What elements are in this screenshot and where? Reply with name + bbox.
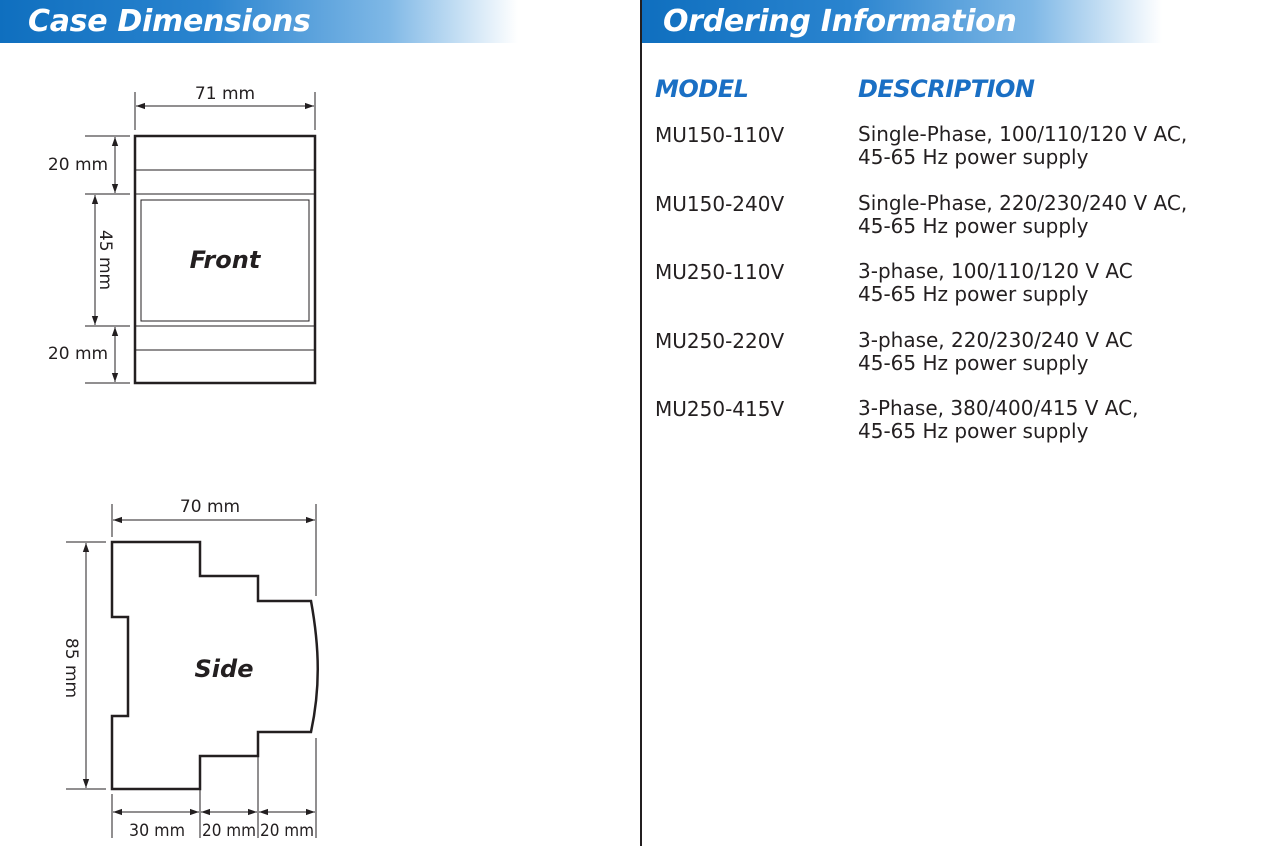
description-line: 45-65 Hz power supply xyxy=(858,214,1089,238)
side-height-label: 85 mm xyxy=(61,637,81,699)
front-view-label: Front xyxy=(189,246,261,274)
front-bottom-band-label: 20 mm xyxy=(47,344,109,364)
front-top-band-label: 20 mm xyxy=(47,155,109,175)
ordering-information-banner xyxy=(642,0,1162,43)
side-seg3-label: 20 mm xyxy=(260,821,314,841)
model-description xyxy=(858,260,1133,306)
description-line: 45-65 Hz power supply xyxy=(858,145,1089,169)
description-line: 45-65 Hz power supply xyxy=(858,419,1089,443)
description-line: 45-65 Hz power supply xyxy=(858,351,1089,375)
side-seg2-label: 20 mm xyxy=(202,821,256,841)
model-name: MU150-110V xyxy=(655,123,785,147)
description-line: Single-Phase, 220/230/240 V AC, xyxy=(858,191,1188,215)
model-name: MU250-110V xyxy=(655,260,785,284)
front-view xyxy=(48,84,315,383)
model-description xyxy=(858,123,1187,169)
description-line: 3-Phase, 380/400/415 V AC, xyxy=(858,396,1139,420)
side-width-label: 70 mm xyxy=(179,497,241,517)
front-middle-label: 45 mm xyxy=(95,229,115,291)
model-column-header: MODEL xyxy=(655,75,749,103)
side-view-label: Side xyxy=(194,655,254,683)
side-seg1-label: 30 mm xyxy=(129,821,185,841)
description-line: 45-65 Hz power supply xyxy=(858,282,1089,306)
model-description xyxy=(858,192,1187,238)
case-dimensions-title: Case Dimensions xyxy=(28,4,311,39)
description-column-header: DESCRIPTION xyxy=(858,75,1035,103)
model-name: MU150-240V xyxy=(655,192,785,216)
front-width-label: 71 mm xyxy=(194,84,256,104)
model-description xyxy=(858,329,1133,375)
side-view xyxy=(61,497,318,841)
description-line: Single-Phase, 100/110/120 V AC, xyxy=(858,122,1188,146)
ordering-information-title: Ordering Information xyxy=(663,4,1017,39)
section-divider xyxy=(640,0,642,846)
model-name: MU250-415V xyxy=(655,397,785,421)
model-name: MU250-220V xyxy=(655,329,785,353)
description-line: 3-phase, 100/110/120 V AC xyxy=(858,259,1133,283)
description-line: 3-phase, 220/230/240 V AC xyxy=(858,328,1133,352)
model-description xyxy=(858,397,1138,443)
